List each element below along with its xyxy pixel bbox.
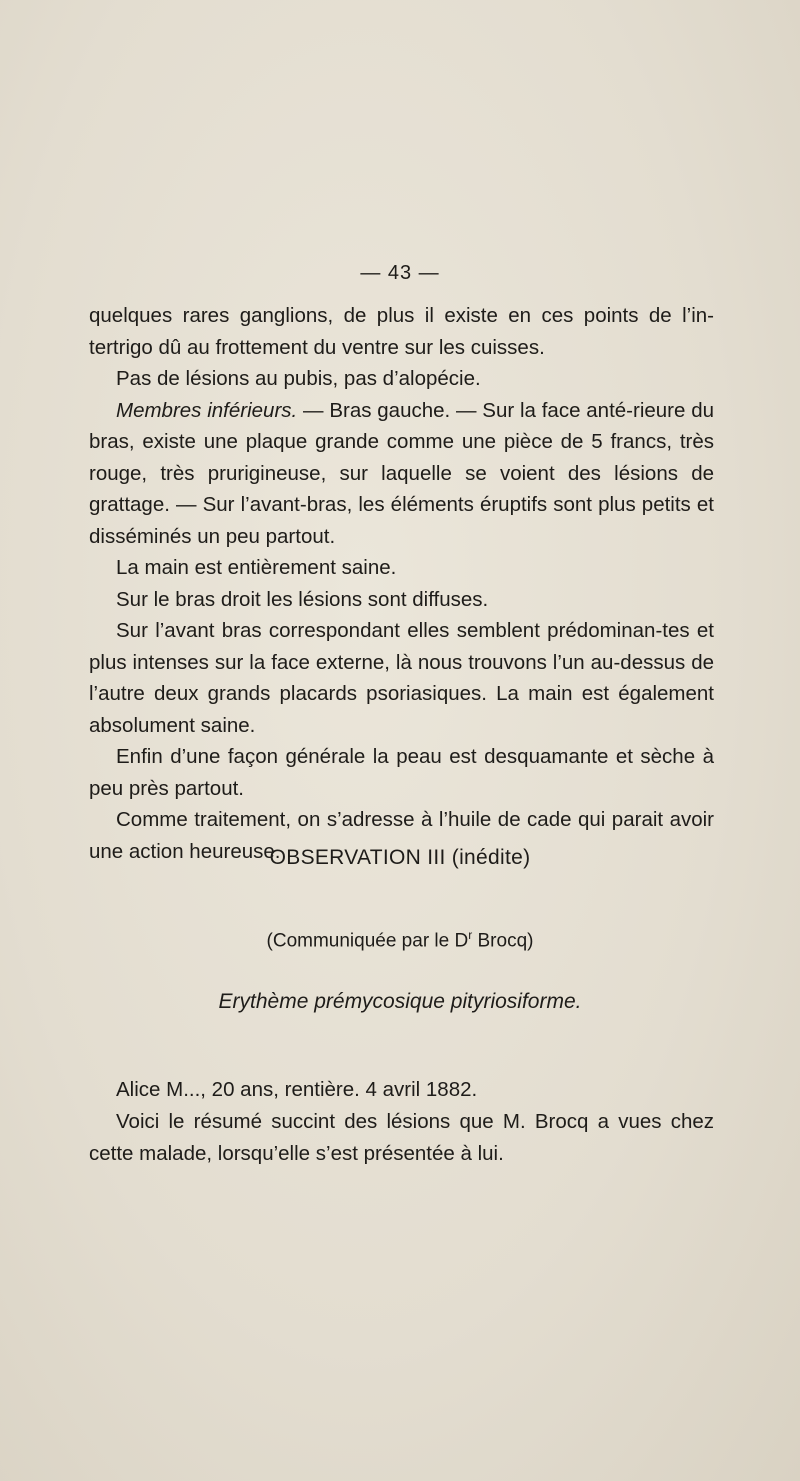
paragraph: Sur le bras droit les lésions sont diffuses.: [116, 587, 489, 611]
communicated-by: [0, 928, 800, 952]
paragraph-text: Bras gauche. — Sur la face anté-rieure du bras, existe une plaque grande comme une pièce de 5 francs, très rouge, très prurigineuse, sur laquelle se voient des lésions de grattage. — Sur l’avant-bras, les éléments éruptifs sont plus petits et disséminés un peu partout.: [89, 398, 714, 548]
observation-title: OBSERVATION III (inédite): [269, 846, 531, 869]
observation-subtitle: Erythème prémycosique pityriosiforme.: [218, 990, 582, 1013]
paragraph: [89, 395, 714, 553]
communicated-sup: r: [468, 928, 473, 942]
case-text: [89, 1074, 714, 1170]
paragraph: Alice M..., 20 ans, rentière. 4 avril 1882.: [116, 1078, 478, 1101]
paragraph: quelques rares ganglions, de plus il existe en ces points de l’in-tertrigo dû au frottement du ventre sur les cuisses.: [89, 304, 714, 359]
main-text: [89, 300, 714, 867]
paragraph: Pas de lésions au pubis, pas d’alopécie.: [116, 367, 481, 390]
page-number: — 43 —: [360, 262, 440, 284]
paragraph: Enfin d’une façon générale la peau est desquamante et sèche à peu près partout.: [89, 745, 714, 800]
paragraph: Sur l’avant bras correspondant elles semblent prédominan-tes et plus intenses sur la face externe, là nous trouvons l’un au-dessus de l’autre deux grands placards psoriasiques. La main est également absolument saine.: [89, 619, 714, 737]
paragraph: Voici le résumé succint des lésions que M. Brocq a vues chez cette malade, lorsqu’elle s’est présentée à lui.: [89, 1110, 714, 1165]
paragraph: La main est entièrement saine.: [116, 556, 397, 579]
section-label: Membres inférieurs.: [116, 398, 298, 422]
section-dash: —: [297, 398, 330, 422]
communicated-suffix: Brocq): [472, 930, 534, 952]
communicated-prefix: (Communiquée par le D: [266, 930, 469, 952]
paragraph: Comme traitement, on s’adresse à l’huile de cade qui parait avoir une action heureuse.: [89, 808, 714, 863]
